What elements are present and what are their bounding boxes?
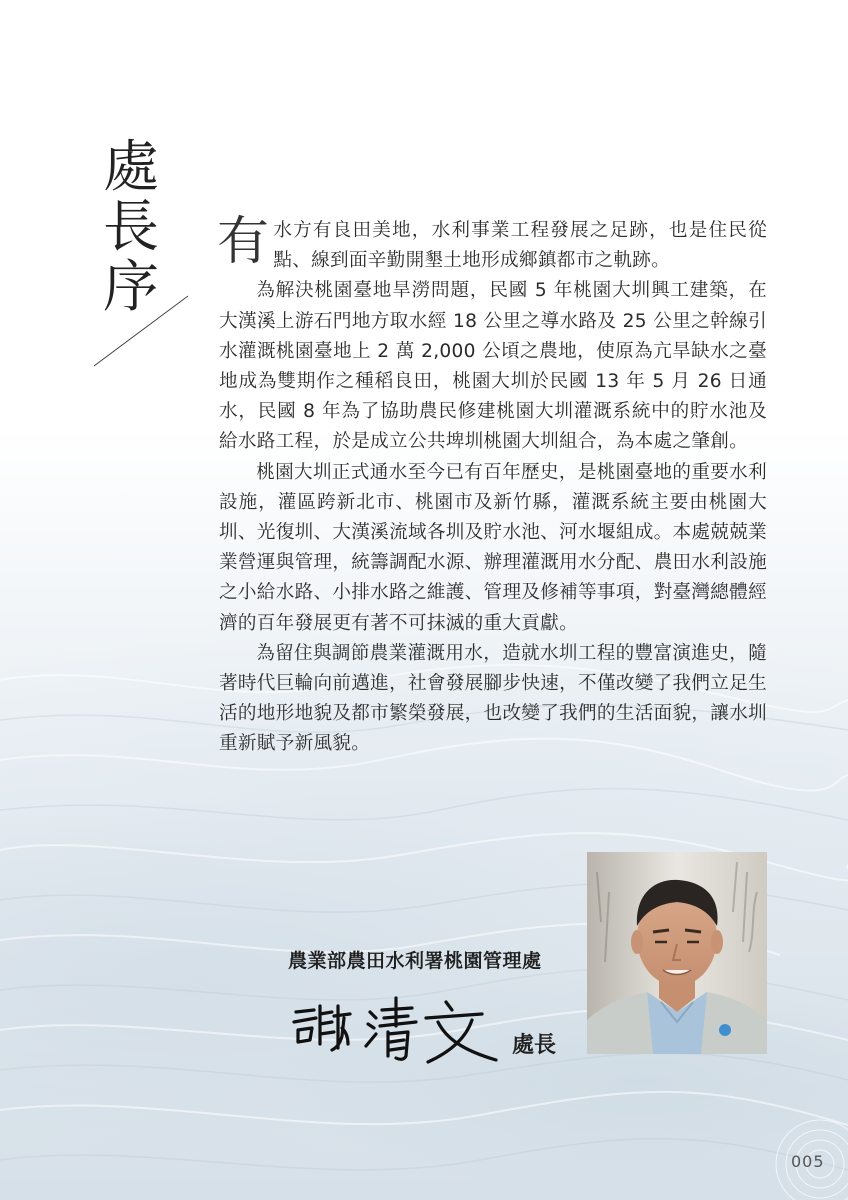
- paragraph: 為留住與調節農業灌溉用水，造就水圳工程的豐富演進史，隨著時代巨輪向前邁進，社會發展腳步快速，不僅改變了我們立足生活的地形地貌及都市繁榮發展，也改變了我們的生活面貌，讓水圳重新賦予新風貌。: [219, 642, 767, 755]
- organization-name: 農業部農田水利署桃園管理處: [288, 950, 542, 972]
- paragraph: 桃園大圳正式通水至今已有百年歷史，是桃園臺地的重要水利設施，灌區跨新北市、桃園市及新竹縣，灌溉系統主要由桃園大圳、光復圳、大漢溪流域各圳及貯水池、河水堰組成。本處兢兢業業營運與管理，統籌調配水源、辦理灌溉用水分配、農田水利設施之小給水路、小排水路之維護、管理及修補等事項，對臺灣總體經濟的百年發展更有著不可抹滅的重大貢獻。: [219, 461, 767, 634]
- decorative-circles: [760, 1100, 848, 1200]
- position-title: 處長: [512, 1033, 557, 1058]
- title-char: 長: [103, 195, 159, 260]
- title-char: 序: [103, 255, 159, 320]
- page-title: [96, 135, 166, 320]
- paragraph: [217, 212, 767, 276]
- page-number: 005: [791, 1152, 825, 1171]
- paragraph-text: 水方有良田美地，水利事業工程發展之足跡，也是住民從點、線到面辛勤開墾土地形成鄉鎮都市之軌跡。: [273, 220, 767, 272]
- director-portrait-photo: [587, 852, 767, 1054]
- title-slash-line: [92, 292, 192, 382]
- title-char: 處: [103, 135, 159, 200]
- handwritten-signature: [286, 988, 506, 1068]
- paragraph: 為解決桃園臺地旱澇問題，民國 5 年桃園大圳興工建築，在大漢溪上游石門地方取水經 18 公里之導水路及 25 公里之幹線引水灌溉桃園臺地上 2 萬 2,000 公頃之農地，使原為亢旱缺水之臺地成為雙期作之種稻良田，桃園大圳於民國 13 年 5 月 26 日通水，民國 8 年為了協助農民修建桃園大圳灌溉系統中的貯水池及給水路工程，於是成立公共埤圳桃園大圳組合，為本處之肇創。: [219, 280, 767, 453]
- preface-body: [217, 212, 767, 760]
- drop-cap: 有: [217, 212, 270, 272]
